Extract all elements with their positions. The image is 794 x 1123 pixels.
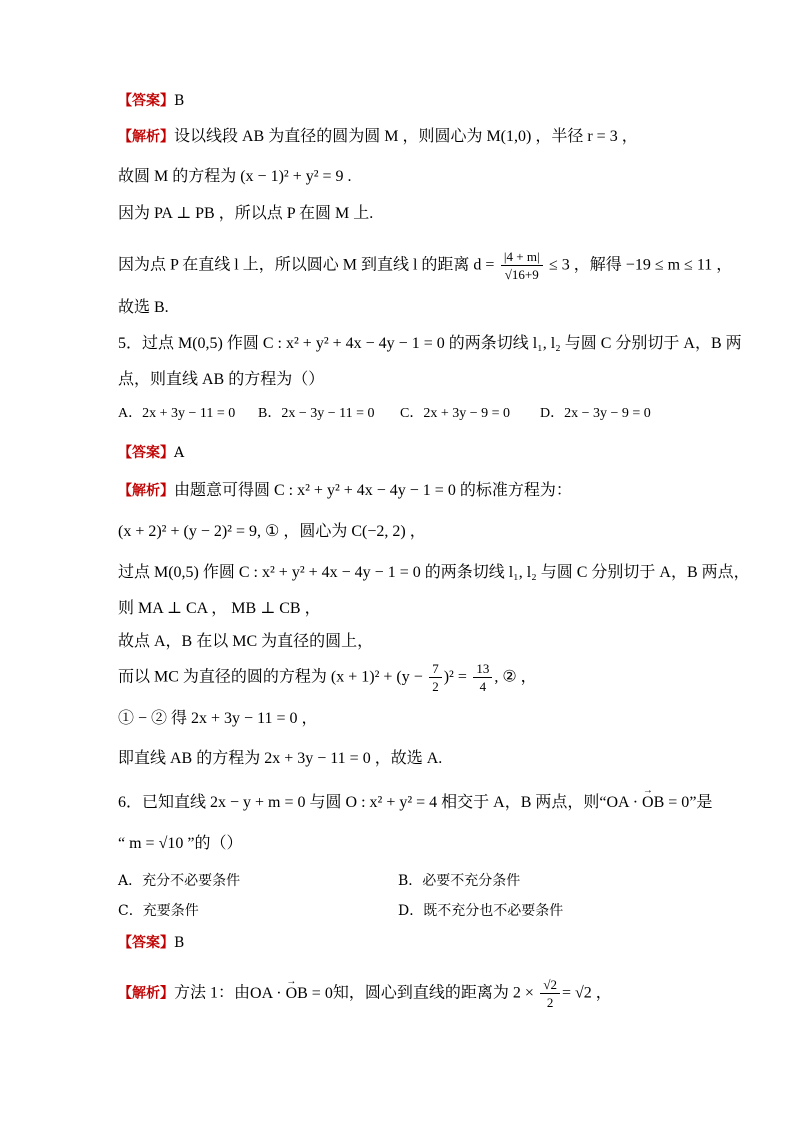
q5-analysis-line-5: 故点 A，B 在以 MC 为直径的圆上， xyxy=(118,633,374,650)
q6-answer-line xyxy=(118,933,184,953)
analysis-tag: 【解析】 xyxy=(118,129,174,145)
distance-fraction: $\frac{|4 + m|}{√16+9}$ xyxy=(501,248,543,283)
q6-stem-1: 6．已知直线 2x − y + m = 0 与圆 O : x² + y² = 4 相交于 A，B 两点，则“→ OA · OB = 0”是 xyxy=(118,793,712,813)
q4-analysis-line-4: 因为点 P 在直线 l 上，所以圆心 M 到直线 l 的距离 d = $\frac{|4 + m|}{√16+9}$ ≤ 3 ，解得 −19 ≤ m ≤ 11 ， xyxy=(118,249,733,282)
analysis-tag: 【解析】 xyxy=(118,985,174,1002)
q5-option-a: A．2x + 3y − 11 = 0 xyxy=(118,406,236,421)
q6-stem-2: “ m = √10 ”的（） xyxy=(118,835,243,852)
q5-answer: A xyxy=(174,445,185,461)
q4-analysis-line-1: 【解析】设以线段 AB 为直径的圆为圆 M ，则圆心为 M(1,0) ，半径 r = 3 ， xyxy=(118,128,638,145)
q5-option-c: C．2x + 3y − 9 = 0 xyxy=(400,406,511,421)
q4-analysis-line-5: 故选 B. xyxy=(118,299,169,316)
q5-analysis-line-8: 即直线 AB 的方程为 2x + 3y − 11 = 0 ，故选 A. xyxy=(118,750,443,767)
q4-analysis-line-2: 故圆 M 的方程为 (x − 1)² + y² = 9 . xyxy=(118,168,352,185)
q5-analysis-line-1: 【解析】由题意可得圆 C : x² + y² + 4x − 4y − 1 = 0 的标准方程为： xyxy=(118,482,572,499)
q6-analysis-line-1: 【解析】方法 1：由→ OA · OB = 0知，圆心到直线的距离为 2 × $\frac{√2}{2}$ = √2 ， xyxy=(118,976,612,1011)
q6-option-c: C．充要条件 xyxy=(118,903,199,919)
answer-tag: 【答案】 xyxy=(118,935,174,951)
fraction-13-4: $\frac{13}{4}$ xyxy=(473,660,492,695)
q4-answer: B xyxy=(174,93,185,109)
vector-dot-product: → OA · OB = 0 xyxy=(607,793,690,813)
answer-tag: 【答案】 xyxy=(118,93,174,109)
q5-analysis-line-4: 则 MA ⊥ CA ， MB ⊥ CB ， xyxy=(118,600,321,617)
q5-stem-2: 点，则直线 AB 的方程为（） xyxy=(118,371,325,388)
q5-option-b: B．2x − 3y − 11 = 0 xyxy=(258,406,375,421)
vector-dot-product: → OA · OB = 0 xyxy=(250,977,333,1011)
q5-analysis-line-6: 而以 MC 为直径的圆的方程为 (x + 1)² + (y − $\frac{7}{2}$ )² = $\frac{13}{4}$ , ② ， xyxy=(118,661,537,694)
q5-analysis-line-2: (x + 2)² + (y − 2)² = 9, ① ，圆心为 C(−2, 2) ， xyxy=(118,523,426,540)
q4-analysis-line-3: 因为 PA ⊥ PB ，所以点 P 在圆 M 上. xyxy=(118,205,374,222)
q4-answer-line xyxy=(118,91,184,111)
q6-option-d: D．既不充分也不必要条件 xyxy=(398,903,564,919)
answer-tag: 【答案】 xyxy=(118,445,174,461)
fraction-sqrt2-2: $\frac{√2}{2}$ xyxy=(540,976,560,1011)
q6-option-b: B．必要不充分条件 xyxy=(398,873,521,889)
q5-option-d: D．2x − 3y − 9 = 0 xyxy=(540,406,651,421)
analysis-tag: 【解析】 xyxy=(118,483,174,499)
q5-analysis-line-3: 过点 M(0,5) 作圆 C : x² + y² + 4x − 4y − 1 = 0 的两条切线 l₁, l₂ 与圆 C 分别切于 A，B 两点， xyxy=(118,564,750,581)
q5-answer-line xyxy=(118,443,184,463)
q5-stem-1: 5．过点 M(0,5) 作圆 C : x² + y² + 4x − 4y − 1 = 0 的两条切线 l₁, l₂ 与圆 C 分别切于 A，B 两 xyxy=(118,335,742,352)
q5-analysis-line-7: ① − ② 得 2x + 3y − 11 = 0 ， xyxy=(118,710,318,727)
q6-answer: B xyxy=(174,935,185,951)
fraction-7-2: $\frac{7}{2}$ xyxy=(429,660,442,695)
q6-option-a: A．充分不必要条件 xyxy=(118,873,241,889)
